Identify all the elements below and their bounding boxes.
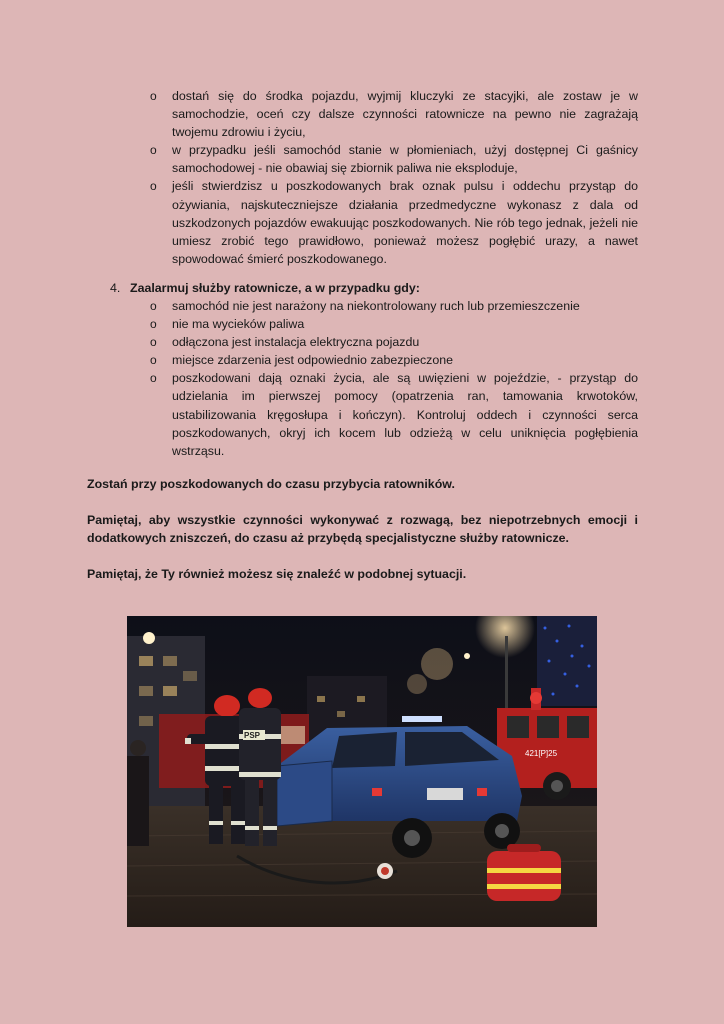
list-item-text: jeśli stwierdzisz u poszkodowanych brak oznak pulsu i oddechu przystąp do ożywiania, najskuteczniejsze działania przedmedyczne wykonasz z dala od uszkodzonych pojazdów ewakuując poszkodowanych. Nie rób tego jednak, jeżeli nie umiesz zrobić tego prawidłowo, ponieważ możesz pogłębić urazy, a nawet spowodować śmierć poszkodowanego. bbox=[172, 179, 638, 266]
list-item-text: dostań się do środka pojazdu, wyjmij kluczyki ze stacyjki, ale zostaw je w samochodzie, oceń czy dalsze czynności ratownicze na pewno nie zagrażają twojemu zdrowiu i życiu, bbox=[172, 89, 638, 140]
list-item bbox=[150, 333, 638, 351]
truck-number: 421[P]25 bbox=[525, 749, 558, 758]
bullet-marker: o bbox=[150, 353, 157, 368]
paragraph-stay: Zostań przy poszkodowanych do czasu przybycia ratowników. bbox=[87, 477, 455, 491]
list-item bbox=[150, 315, 638, 333]
jacket-label: PSP bbox=[244, 731, 261, 740]
list-item bbox=[150, 177, 638, 267]
safety-steps-list bbox=[150, 87, 638, 268]
list-item-text: odłączona jest instalacja elektryczna pojazdu bbox=[172, 335, 420, 350]
bullet-marker: o bbox=[150, 335, 157, 350]
bullet-marker: o bbox=[150, 179, 157, 194]
list-item bbox=[150, 87, 638, 141]
rescue-bag bbox=[487, 844, 561, 901]
conditions-list bbox=[150, 297, 638, 460]
bullet-marker: o bbox=[150, 317, 157, 332]
bullet-marker: o bbox=[150, 371, 157, 386]
section-title: Zaalarmuj służby ratownicze, a w przypadku gdy: bbox=[130, 281, 420, 295]
bullet-marker: o bbox=[150, 89, 157, 103]
list-item bbox=[150, 351, 638, 369]
list-item bbox=[150, 141, 638, 177]
list-item-text: poszkodowani dają oznaki życia, ale są uwięzieni w pojeździe, - przystąp do udzielania im pierwszej pomocy (opatrzenia ran, tamowania krwotoków, ustabilizowania kręgosłupa i kończyn). Kontroluj oddech i czynności serca poszkodowanych, okryj ich kocem lub odzieżą w celu uniknięcia pogłębienia wstrząsu. bbox=[172, 371, 638, 458]
section-heading bbox=[110, 279, 420, 297]
rescue-photo bbox=[127, 616, 597, 927]
list-item bbox=[150, 297, 638, 315]
bullet-marker: o bbox=[150, 143, 157, 158]
bullet-marker: o bbox=[150, 299, 157, 313]
paragraph-remember-calm: Pamiętaj, aby wszystkie czynności wykonywać z rozwagą, bez niepotrzebnych emocji i dodatkowych zniszczeń, do czasu aż przybędą specjalistyczne służby ratownicze. bbox=[87, 513, 638, 546]
list-item-text: w przypadku jeśli samochód stanie w płomieniach, użyj dostępnej Ci gaśnicy samochodowej - nie obawiaj się zbiornik paliwa nie eksploduje, bbox=[172, 143, 638, 176]
paragraph-remember-you: Pamiętaj, że Ty również możesz się znaleźć w podobnej sytuacji. bbox=[87, 567, 467, 581]
list-item bbox=[150, 369, 638, 459]
list-item-text: nie ma wycieków paliwa bbox=[172, 317, 305, 332]
section-number: 4. bbox=[110, 281, 121, 295]
list-item-text: samochód nie jest narażony na niekontrolowany ruch lub przemieszczenie bbox=[172, 299, 580, 313]
list-item-text: miejsce zdarzenia jest odpowiednio zabezpieczone bbox=[172, 353, 454, 368]
